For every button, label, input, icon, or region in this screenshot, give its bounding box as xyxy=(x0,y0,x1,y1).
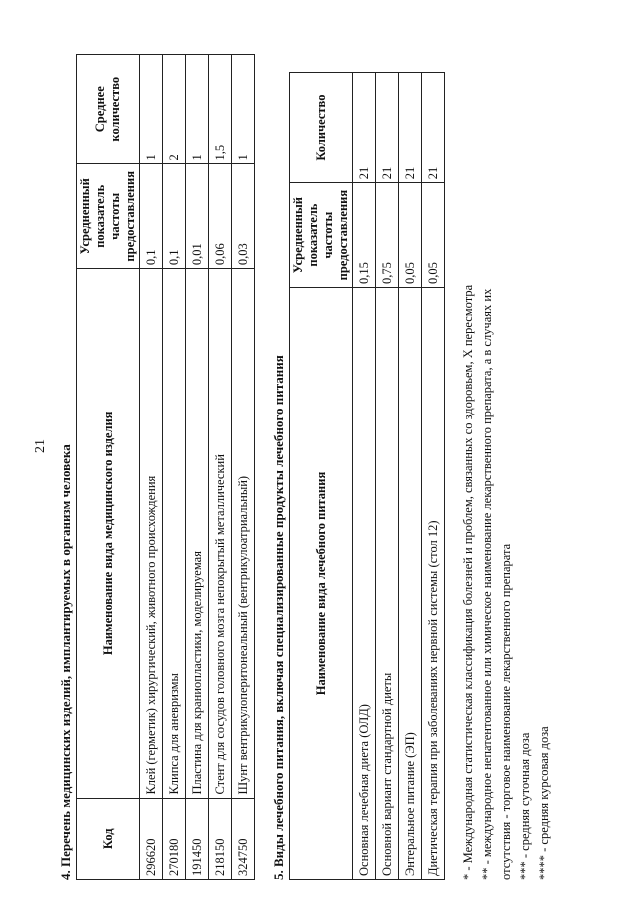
page-number: 21 xyxy=(33,439,48,453)
table-row xyxy=(376,73,399,880)
cell-frequency: 0,15 xyxy=(353,183,376,288)
footnotes xyxy=(459,20,554,880)
cell-device-name: Шунт вентрикулоперитонеальный (вентрикулоатриальный) xyxy=(232,269,255,798)
footnote-line: ** - международное непатентованное или химическое наименование лекарственного препарата, а в случаях их xyxy=(480,288,494,880)
cell-device-name: Стент для сосудов головного мозга непокрытый металлический xyxy=(209,269,232,798)
cell-code: 191450 xyxy=(186,798,209,879)
cell-code: 324750 xyxy=(232,798,255,879)
header-device-name: Наименование вида медицинского изделия xyxy=(77,269,140,798)
table-row xyxy=(353,73,376,880)
implants-table xyxy=(76,54,255,880)
cell-frequency: 0,1 xyxy=(140,164,163,269)
cell-nutrition-name: Основной вариант стандартной диеты xyxy=(376,288,399,880)
footnote-line: отсутствия - торговое наименование лекарственного препарата xyxy=(499,543,513,880)
header-quantity: Количество xyxy=(290,73,353,183)
cell-nutrition-name: Энтеральное питание (ЭП) xyxy=(399,288,422,880)
cell-frequency: 0,06 xyxy=(209,164,232,269)
section-4-title: 4. Перечень медицинских изделий, имплантируемых в организм человека xyxy=(58,444,73,880)
cell-frequency: 0,05 xyxy=(422,183,445,288)
rotated-page-content xyxy=(58,20,618,880)
cell-device-name: Клипса для аневризмы xyxy=(163,269,186,798)
cell-frequency: 0,05 xyxy=(399,183,422,288)
cell-code: 270180 xyxy=(163,798,186,879)
footnote-line: * - Международная статистическая классификация болезней и проблем, связанных со здоровьем, X пересмотра xyxy=(461,284,475,880)
cell-nutrition-name: Основная лечебная диета (ОЛД) xyxy=(353,288,376,880)
header-code: Код xyxy=(77,798,140,879)
header-frequency: Усредненный показатель частоты предоставления xyxy=(77,164,140,269)
cell-quantity: 21 xyxy=(399,73,422,183)
table-row xyxy=(186,55,209,880)
implants-header-row xyxy=(77,55,140,880)
nutrition-header-row xyxy=(290,73,353,880)
cell-device-name: Пластина для краниопластики, моделируемая xyxy=(186,269,209,798)
cell-quantity: 1,5 xyxy=(209,55,232,164)
cell-code: 218150 xyxy=(209,798,232,879)
header-average-quantity: Среднее количество xyxy=(77,55,140,164)
header-frequency: Усредненный показатель частоты предоставления xyxy=(290,183,353,288)
table-row xyxy=(422,73,445,880)
cell-frequency: 0,75 xyxy=(376,183,399,288)
cell-quantity: 21 xyxy=(376,73,399,183)
table-row xyxy=(232,55,255,880)
cell-code: 296620 xyxy=(140,798,163,879)
table-row xyxy=(399,73,422,880)
cell-device-name: Клей (герметик) хирургический, животного происхождения xyxy=(140,269,163,798)
footnote-line: **** - средняя курсовая доза xyxy=(537,726,551,880)
cell-nutrition-name: Диетическая терапия при заболеваниях нервной системы (стол 12) xyxy=(422,288,445,880)
cell-frequency: 0,1 xyxy=(163,164,186,269)
cell-quantity: 2 xyxy=(163,55,186,164)
table-row xyxy=(163,55,186,880)
section-5-title: 5. Виды лечебного питания, включая специализированные продукты лечебного питания xyxy=(271,355,286,880)
nutrition-table xyxy=(289,72,445,880)
cell-quantity: 21 xyxy=(353,73,376,183)
cell-quantity: 1 xyxy=(232,55,255,164)
cell-quantity: 1 xyxy=(186,55,209,164)
table-row xyxy=(209,55,232,880)
cell-frequency: 0,01 xyxy=(186,164,209,269)
cell-frequency: 0,03 xyxy=(232,164,255,269)
footnote-line: *** - средняя суточная доза xyxy=(518,732,532,880)
header-nutrition-name: Наименование вида лечебного питания xyxy=(290,288,353,880)
cell-quantity: 1 xyxy=(140,55,163,164)
cell-quantity: 21 xyxy=(422,73,445,183)
table-row xyxy=(140,55,163,880)
